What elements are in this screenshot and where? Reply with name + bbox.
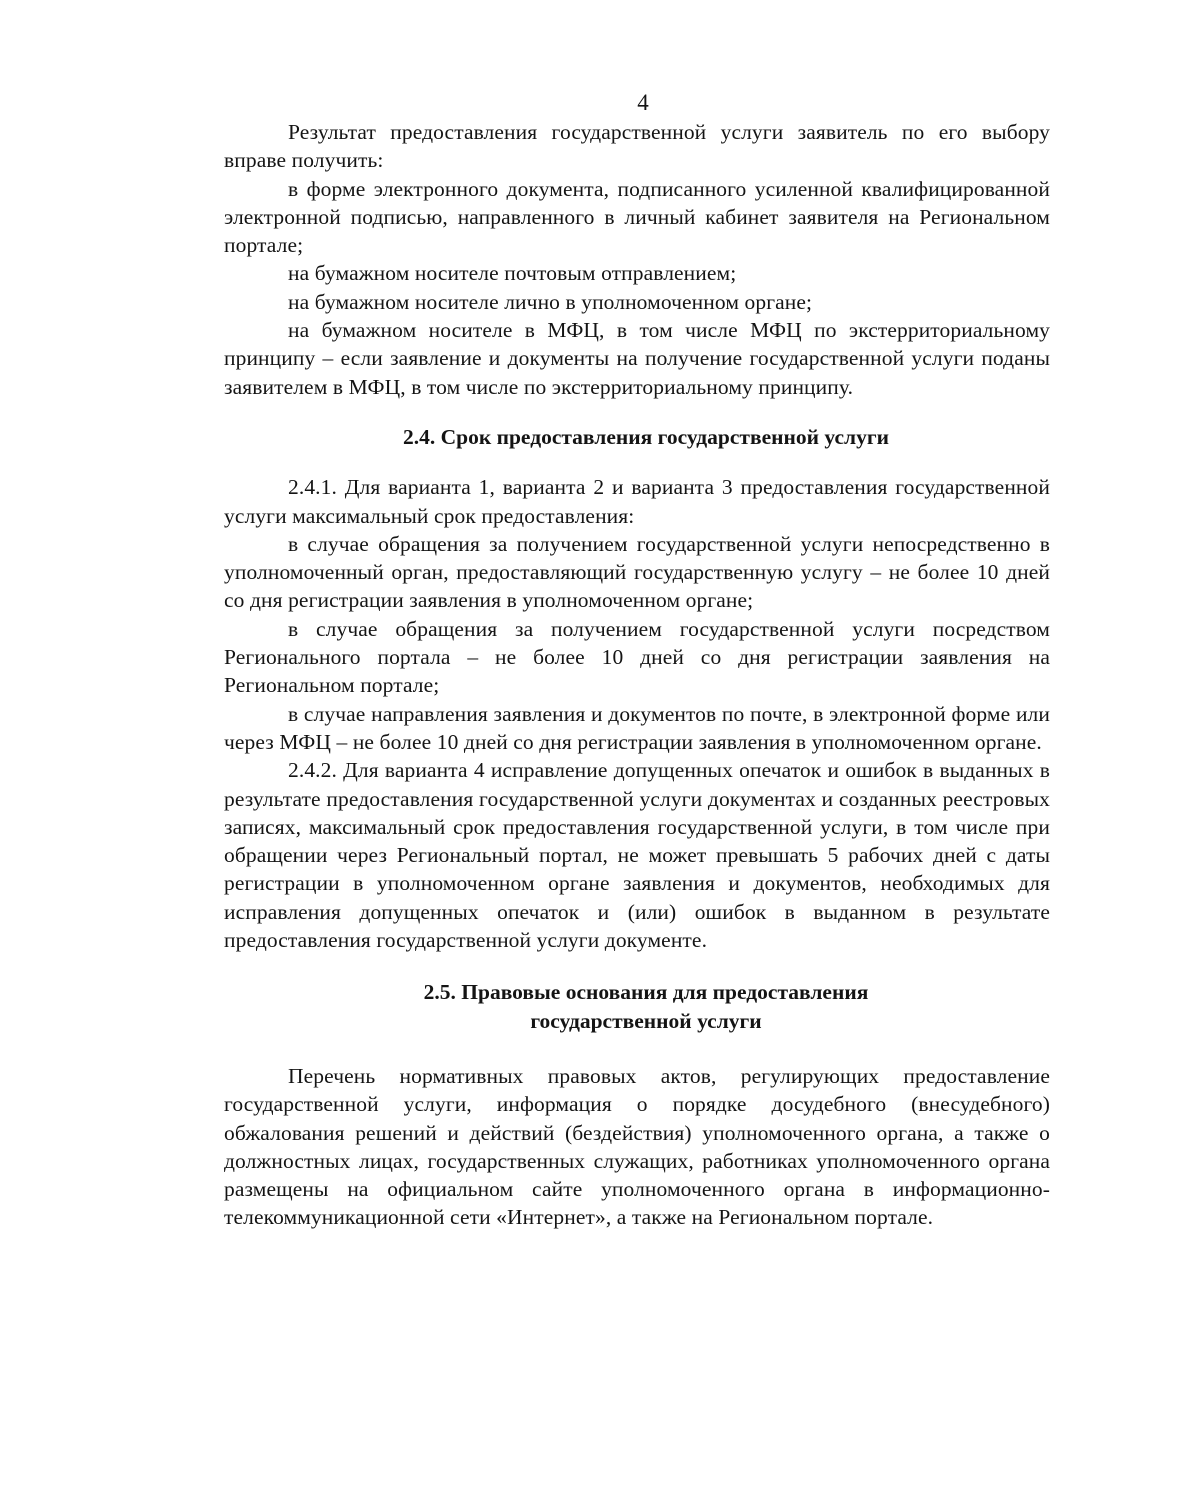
section-2-5-paragraph-1: Перечень нормативных правовых актов, регулирующих предоставление государственной услуги, информация о порядке досудебного (внесудебного) обжалования решений и действий (бездействия) уполномоченного органа, а также о должностных лицах, государственных служащих, работниках уполномоченного органа размещены на официальном сайте уполномоченного органа в информационно-телекоммуникационной сети «Интернет», а также на Региональном портале. — [224, 1063, 1050, 1230]
intro-paragraph-3: на бумажном носителе почтовым отправлением; — [288, 261, 737, 286]
section-2-4-paragraph-1: 2.4.1. Для варианта 1, варианта 2 и варианта 3 предоставления государственной услуги максимальный срок предоставления: — [224, 475, 1050, 528]
section-2-4-paragraph-5: 2.4.2. Для варианта 4 исправление допущенных опечаток и ошибок в выданных в результате предоставления государственной услуги документах и созданных реестровых записях, максимальный срок предоставления государственной услуги, в том числе при обращении через Региональный портал, не может превышать 5 рабочих дней с даты регистрации в уполномоченном органе заявления и документов, необходимых для исправления допущенных опечаток и (или) ошибок в выданном в результате предоставления государственной услуги документе. — [224, 758, 1050, 953]
section-2-4-paragraph-4: в случае направления заявления и документов по почте, в электронной форме или через МФЦ – не более 10 дней со дня регистрации заявления в уполномоченном органе. — [224, 701, 1050, 754]
intro-paragraph-2: в форме электронного документа, подписанного усиленной квалифицированной электронной подписью, направленного в личный кабинет заявителя на Региональном портале; — [224, 176, 1050, 258]
intro-paragraph-4: на бумажном носителе лично в уполномоченном органе; — [288, 289, 813, 314]
document-page — [224, 88, 1050, 1232]
page-number: 4 — [637, 90, 649, 115]
intro-paragraph-5: на бумажном носителе в МФЦ, в том числе МФЦ по экстерриториальному принципу – если заявление и документы на получение государственной услуги поданы заявителем в МФЦ, в том числе по экстерриториальному принципу. — [224, 318, 1050, 399]
section-2-5-heading — [224, 978, 1050, 1035]
section-2-4-heading: 2.4. Срок предоставления государственной услуги — [402, 424, 890, 449]
section-2-4-paragraph-3: в случае обращения за получением государственной услуги посредством Регионального портала – не более 10 дней со дня регистрации заявления на Региональном портале; — [224, 616, 1050, 698]
section-2-5-heading-line-1: 2.5. Правовые основания для предоставления — [423, 980, 869, 1005]
section-2-4-paragraph-2: в случае обращения за получением государственной услуги непосредственно в уполномоченный орган, предоставляющий государственную услугу – не более 10 дней со дня регистрации заявления в уполномоченном органе; — [224, 531, 1050, 613]
section-2-5-heading-line-2: государственной услуги — [530, 1008, 762, 1033]
intro-paragraph-1: Результат предоставления государственной услуги заявитель по его выбору вправе получить: — [224, 120, 1050, 173]
